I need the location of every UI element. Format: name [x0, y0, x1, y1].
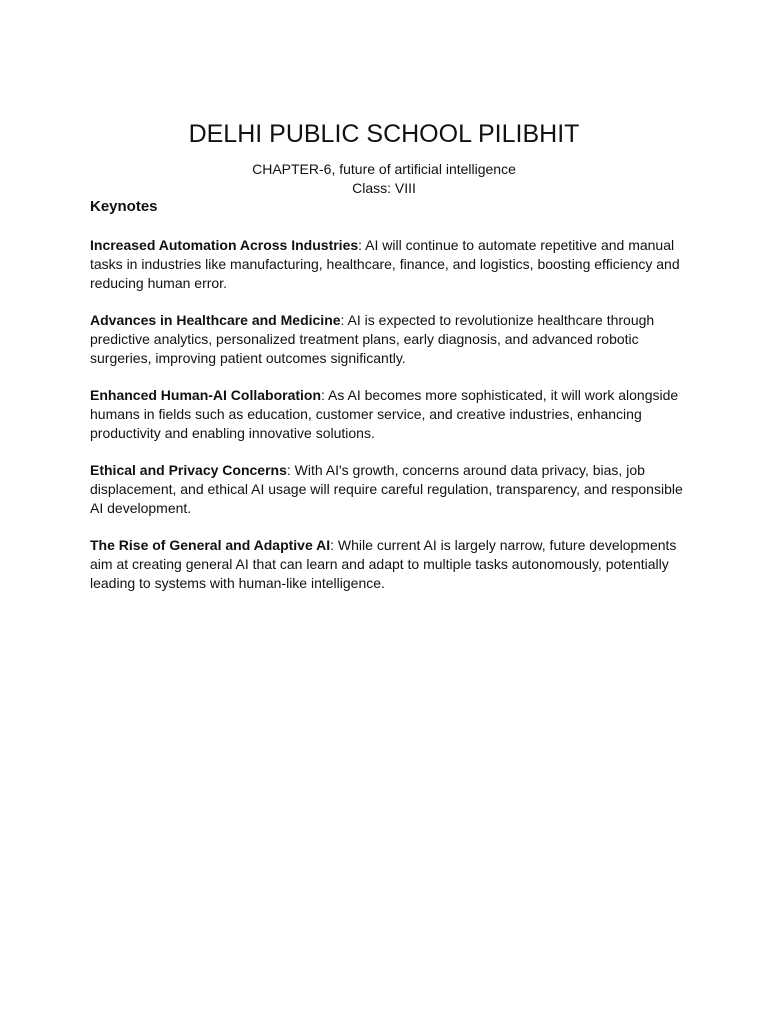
keynote-text: : AI is expected to revolutionize healthcare through predictive analytics, personalized treatment plans, early diagnosis, and advanced robotic surgeries, improving patient outcomes significantly.: [90, 312, 655, 366]
keynotes-heading: Keynotes: [90, 198, 158, 215]
keynote-item: [90, 311, 690, 368]
document-title: DELHI PUBLIC SCHOOL PILIBHIT: [188, 120, 580, 148]
keynote-term: The Rise of General and Adaptive AI: [90, 537, 331, 553]
keynote-item: [90, 536, 690, 593]
keynote-text: : While current AI is largely narrow, future developments aim at creating general AI that can learn and adapt to multiple tasks autonomously, potentially leading to systems with human-like intelligence.: [90, 537, 677, 591]
keynotes-list: [90, 236, 690, 611]
keynote-item: [90, 461, 690, 518]
keynote-item: [90, 386, 690, 443]
chapter-subtitle: CHAPTER-6, future of artificial intelligence: [252, 161, 516, 177]
class-label: Class: VIII: [352, 180, 416, 196]
keynote-term: Increased Automation Across Industries: [90, 237, 359, 253]
keynote-term: Ethical and Privacy Concerns: [90, 462, 287, 478]
keynote-text: : As AI becomes more sophisticated, it will work alongside humans in fields such as education, customer service, and creative industries, enhancing productivity and enabling innovative solutions.: [90, 387, 679, 441]
keynote-term: Enhanced Human-AI Collaboration: [90, 387, 322, 403]
keynote-text: : AI will continue to automate repetitive and manual tasks in industries like manufacturing, healthcare, finance, and logistics, boosting efficiency and reducing human error.: [90, 237, 680, 291]
keynote-item: [90, 236, 690, 293]
keynote-text: : With AI's growth, concerns around data privacy, bias, job displacement, and ethical AI usage will require careful regulation, transparency, and responsible AI development.: [90, 462, 683, 516]
keynote-term: Advances in Healthcare and Medicine: [90, 312, 341, 328]
